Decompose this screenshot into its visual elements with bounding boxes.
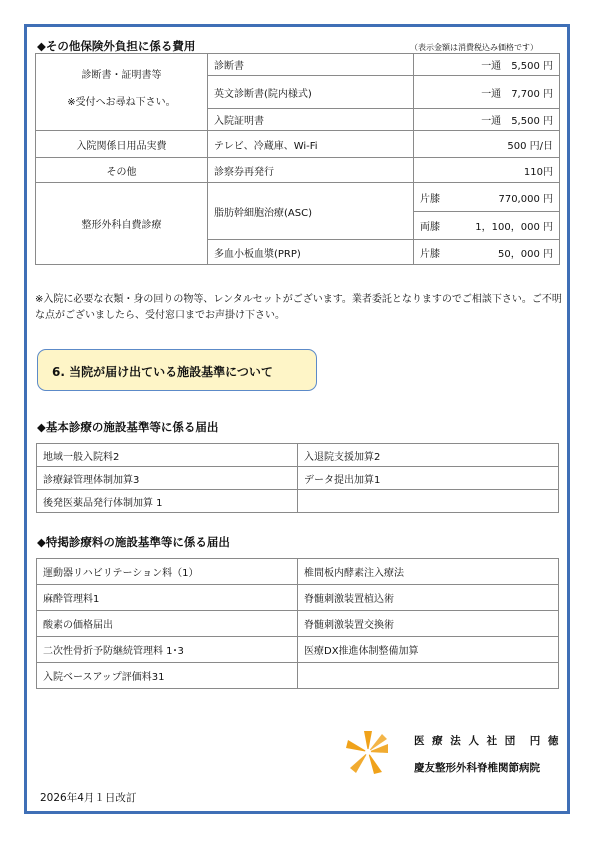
asc-both-knee-price: 1，100，000 円: [475, 222, 553, 233]
other-category: その他: [36, 158, 208, 183]
table-cell: 後発医薬品発行体制加算 1: [37, 490, 298, 513]
asc-one-knee-label: 片膝: [420, 193, 440, 205]
fees-table: [35, 53, 560, 265]
table-cell: 脊髄刺激装置植込術: [298, 585, 559, 611]
table-cell: [298, 663, 559, 689]
fee-item-price: 5,500 円: [511, 116, 553, 127]
prp-price: 50，000 円: [498, 248, 553, 260]
prp-label: 片膝: [420, 248, 440, 260]
table-cell: 入院ベースアップ評価料31: [37, 663, 298, 689]
inpatient-goods-name: テレビ、冷蔵庫、Wi-Fi: [208, 131, 414, 158]
certificates-category-note: ※受付へお尋ね下さい。: [67, 97, 176, 108]
fee-item-price-cell: [414, 76, 560, 109]
certificates-category: 診断書・証明書等: [81, 70, 162, 81]
table-cell: 二次性骨折予防継続管理料 1･3: [37, 637, 298, 663]
table-cell: 医療DX推進体制整備加算: [298, 637, 559, 663]
table-cell: 診療録管理体制加算3: [37, 467, 298, 490]
table-cell: [298, 490, 559, 513]
fee-item-price-cell: [414, 54, 560, 76]
table-cell: 入退院支援加算2: [298, 444, 559, 467]
fee-item-name: 英文診断書(院内様式): [208, 76, 414, 109]
other-item-name: 診察券再発行: [208, 158, 414, 183]
self-pay-category: 整形外科自費診療: [36, 183, 208, 265]
basic-standards-table: [36, 443, 559, 513]
fees-section-title: ◆その他保険外負担に係る費用: [37, 39, 196, 53]
asc-one-knee-cell: [414, 183, 560, 212]
fee-item-price: 7,700 円: [511, 88, 553, 100]
table-cell: 麻酔管理料1: [37, 585, 298, 611]
table-cell: 運動器リハビリテーション料（1）: [37, 559, 298, 585]
table-cell: データ提出加算1: [298, 467, 559, 490]
rental-note: ※入院に必要な衣類・身の回りの物等、レンタルセットがございます。業者委託となりますのでご相談下さい。ご不明な点がございましたら、受付窓口までお声掛け下さい。: [35, 294, 562, 321]
special-section-title: ◆特掲診療料の施設基準等に係る届出: [37, 535, 230, 549]
table-cell: 椎間板内酵素注入療法: [298, 559, 559, 585]
table-cell: 脊髄刺激装置交換術: [298, 611, 559, 637]
fee-item-name: 入院証明書: [208, 109, 414, 131]
fee-item-qty: 一通: [481, 88, 502, 100]
fee-item-qty: 一通: [481, 61, 502, 72]
corporation-name: 医 療 法 人 社 団 円 徳: [414, 735, 561, 747]
section-6-heading: 6. 当院が届け出ている施設基準について: [37, 349, 317, 391]
fee-item-qty: 一通: [481, 116, 502, 127]
inpatient-goods-category: 入院関係日用品実費: [36, 131, 208, 158]
other-item-price: 110円: [414, 158, 560, 183]
prp-name: 多血小板血漿(PRP): [208, 240, 414, 265]
hospital-logo-icon: [344, 728, 392, 776]
prp-cell: [414, 240, 560, 265]
asc-both-knee-label: 両膝: [420, 222, 440, 233]
certificates-category-cell: [36, 54, 208, 131]
fee-item-price: 5,500 円: [511, 61, 553, 72]
table-cell: 地域一般入院料2: [37, 444, 298, 467]
revision-date: 2026年4月１日改訂: [40, 792, 137, 804]
table-cell: 酸素の価格届出: [37, 611, 298, 637]
fee-item-price-cell: [414, 109, 560, 131]
asc-both-knee-cell: [414, 212, 560, 240]
special-standards-table: [36, 558, 559, 689]
basic-section-title: ◆基本診療の施設基準等に係る届出: [37, 420, 219, 434]
inpatient-goods-price: 500 円/日: [414, 131, 560, 158]
hospital-name: 慶友整形外科脊椎関節病院: [414, 762, 540, 774]
tax-note: （表示金額は消費税込み価格です）: [410, 43, 538, 52]
asc-name: 脂肪幹細胞治療(ASC): [208, 183, 414, 240]
asc-one-knee-price: 770,000 円: [498, 193, 553, 205]
fee-item-name: 診断書: [208, 54, 414, 76]
